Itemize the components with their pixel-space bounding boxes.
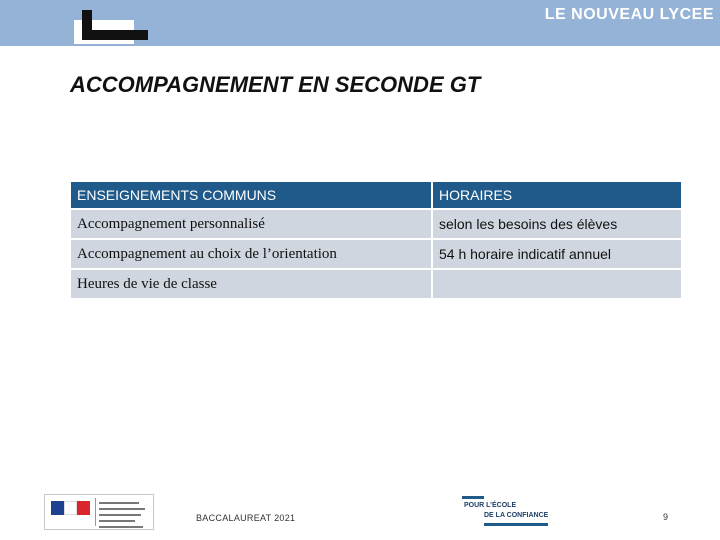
table-cell: Accompagnement personnalisé (71, 210, 431, 238)
table-cell: selon les besoins des élèves (433, 210, 681, 238)
schedule-table (69, 180, 683, 300)
header-enseignements: ENSEIGNEMENTS COMMUNS (71, 182, 431, 208)
confiance-logo (462, 496, 552, 526)
table-row (71, 270, 681, 298)
table-cell: Heures de vie de classe (71, 270, 431, 298)
table-row (71, 240, 681, 268)
top-banner (0, 0, 720, 46)
table-header-row (71, 182, 681, 208)
header-horaires: HORAIRES (433, 182, 681, 208)
corner-logo-icon (74, 8, 150, 44)
confiance-line2: DE LA CONFIANCE (484, 512, 549, 519)
marianne-flag-icon (51, 501, 91, 523)
table-cell: Accompagnement au choix de l’orientation (71, 240, 431, 268)
page-number: 9 (663, 512, 669, 522)
table-cell (433, 270, 681, 298)
table-cell: 54 h horaire indicatif annuel (433, 240, 681, 268)
confiance-line1: POUR L’ÉCOLE (464, 502, 517, 509)
footer-baccalaureat: BACCALAUREAT 2021 (196, 513, 296, 523)
ministry-text-mark (99, 498, 151, 532)
page-title: ACCOMPAGNEMENT EN SECONDE GT (70, 72, 481, 97)
ministry-logo (44, 494, 154, 530)
header-label: LE NOUVEAU LYCEE (544, 6, 714, 23)
table-row (71, 210, 681, 238)
